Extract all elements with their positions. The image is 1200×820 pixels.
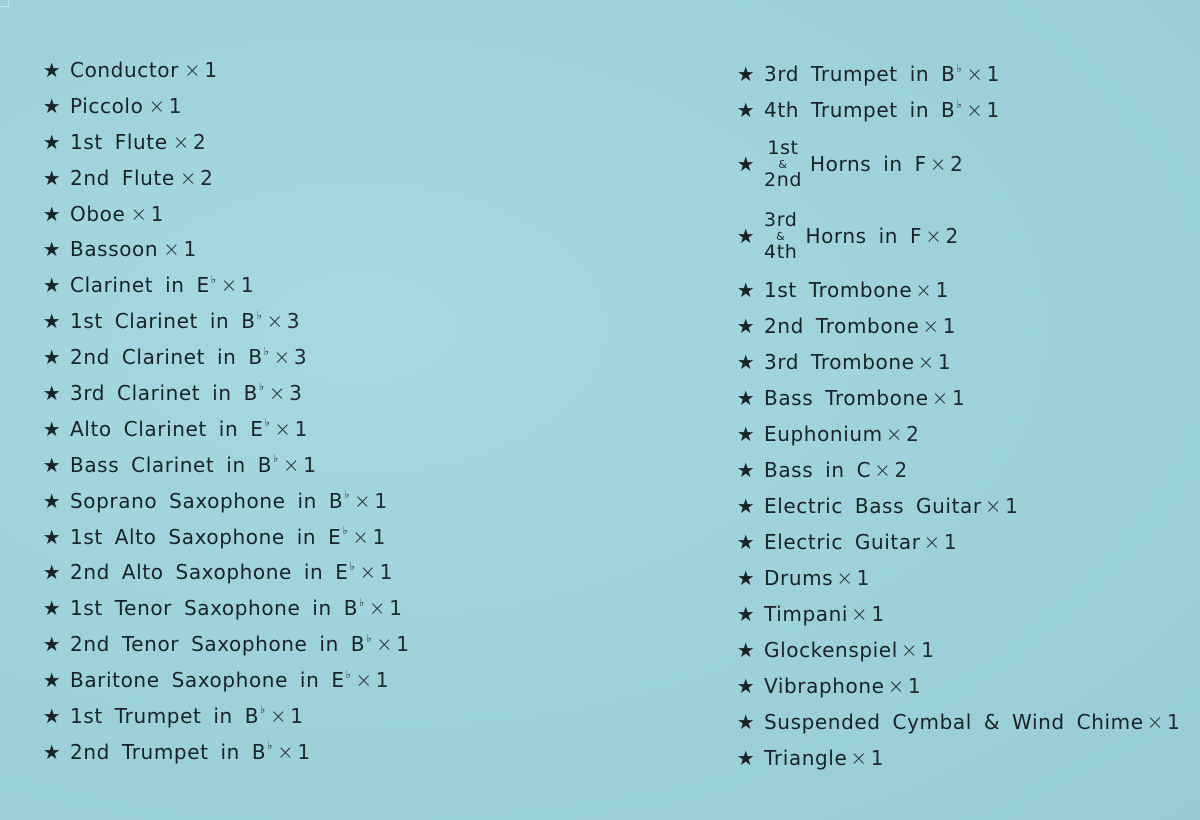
list-item — [736, 560, 1180, 596]
times-sign: × — [163, 237, 181, 262]
instrument-name: 1st Flute — [70, 129, 168, 154]
list-item — [42, 303, 410, 339]
star-icon: ★ — [42, 524, 62, 549]
flat-sign: ♭ — [345, 667, 352, 681]
flat-sign: ♭ — [264, 416, 271, 430]
list-item — [42, 662, 410, 698]
horn-part-top: 1st — [767, 136, 799, 159]
instrument-name: 2nd Trombone — [764, 314, 920, 338]
list-item — [42, 411, 410, 447]
times-sign: × — [922, 314, 940, 338]
star-icon: ★ — [42, 345, 62, 370]
part-count: 1 — [871, 602, 885, 626]
star-icon: ★ — [736, 530, 756, 554]
instrument-name: 3rd Trumpet in B — [764, 62, 956, 86]
list-item — [736, 200, 1180, 272]
list-item — [736, 632, 1180, 668]
star-icon: ★ — [42, 668, 62, 693]
part-count: 1 — [856, 566, 870, 590]
times-sign: × — [273, 345, 291, 370]
list-item — [736, 128, 1180, 200]
instrument-name: Suspended Cymbal & Wind Chime — [764, 710, 1144, 734]
instrument-name: Drums — [764, 566, 834, 590]
flat-sign: ♭ — [956, 97, 963, 111]
part-count: 1 — [870, 746, 885, 770]
times-sign: × — [269, 703, 288, 728]
instrument-name: 1st Clarinet in B — [70, 309, 256, 334]
times-sign: × — [274, 416, 292, 441]
instrument-name: 1st Trumpet in B — [70, 703, 260, 728]
instrument-name: 2nd Trumpet in B — [70, 739, 267, 764]
star-icon: ★ — [736, 494, 756, 518]
part-count: 1 — [183, 237, 197, 262]
ampersand: & — [776, 229, 786, 243]
list-item — [42, 160, 410, 196]
times-sign: × — [851, 602, 869, 626]
list-item — [42, 375, 410, 411]
times-sign: × — [917, 350, 935, 374]
list-item — [42, 339, 410, 375]
instrument-name: 2nd Alto Saxophone in E — [70, 560, 349, 585]
flat-sign: ♭ — [256, 308, 263, 322]
instrument-name: Bass Trombone — [764, 386, 929, 410]
corner-mark — [0, 0, 9, 7]
star-icon: ★ — [42, 560, 62, 585]
star-icon: ★ — [736, 224, 756, 248]
times-sign: × — [966, 98, 984, 122]
flat-sign: ♭ — [210, 272, 217, 286]
list-item — [736, 704, 1180, 740]
times-sign: × — [966, 62, 984, 86]
part-count: 1 — [943, 530, 958, 554]
part-count: 2 — [950, 152, 964, 176]
times-sign: × — [375, 632, 394, 657]
instrument-name: Conductor — [70, 57, 179, 82]
list-item — [42, 626, 410, 662]
times-sign: × — [929, 152, 948, 176]
star-icon: ★ — [42, 703, 62, 728]
horn-part-bottom: 4th — [764, 240, 798, 263]
instrument-name: Alto Clarinet in E — [70, 416, 264, 441]
star-icon: ★ — [42, 165, 62, 190]
part-count: 1 — [150, 201, 165, 226]
list-item — [42, 554, 410, 590]
star-icon: ★ — [736, 350, 756, 374]
part-count: 1 — [1005, 494, 1019, 518]
instrument-name: Electric Bass Guitar — [764, 494, 982, 518]
list-item — [42, 519, 410, 555]
star-icon: ★ — [42, 452, 62, 477]
times-sign: × — [915, 278, 933, 302]
part-count: 1 — [240, 273, 255, 298]
part-count: 1 — [389, 596, 403, 621]
flat-sign: ♭ — [267, 739, 274, 753]
flat-sign: ♭ — [260, 703, 266, 717]
star-icon: ★ — [736, 278, 756, 302]
instrument-name: 2nd Clarinet in B — [70, 345, 263, 370]
flat-sign: ♭ — [344, 488, 351, 502]
star-icon: ★ — [42, 596, 62, 621]
times-sign: × — [850, 746, 868, 770]
times-sign: × — [130, 201, 148, 226]
part-count: 1 — [986, 98, 1000, 122]
list-item — [736, 452, 1180, 488]
times-sign: × — [268, 380, 287, 405]
part-count: 1 — [303, 452, 317, 477]
instrument-name: Soprano Saxophone in B — [70, 488, 344, 513]
list-item — [42, 124, 410, 160]
star-icon: ★ — [42, 416, 62, 441]
times-sign: × — [368, 596, 387, 621]
instrument-name: Glockenspiel — [764, 638, 898, 662]
list-item — [736, 56, 1180, 92]
star-icon: ★ — [736, 422, 756, 446]
times-sign: × — [266, 309, 284, 334]
times-sign: × — [925, 224, 943, 248]
flat-sign: ♭ — [349, 559, 356, 573]
flat-sign: ♭ — [956, 61, 963, 75]
star-icon: ★ — [42, 129, 62, 154]
part-count: 1 — [942, 314, 957, 338]
times-sign: × — [352, 524, 370, 549]
instrument-name: Bass Clarinet in B — [70, 452, 273, 477]
instrument-name: Electric Guitar — [764, 530, 921, 554]
star-icon: ★ — [736, 314, 756, 338]
horn-parts-stack — [764, 136, 802, 191]
part-count: 3 — [293, 345, 308, 370]
star-icon: ★ — [42, 488, 62, 513]
instrument-name: 1st Tenor Saxophone in B — [70, 596, 359, 621]
instrument-name: Oboe — [70, 201, 126, 226]
list-item — [42, 88, 410, 124]
part-count: 2 — [945, 224, 959, 248]
star-icon: ★ — [42, 632, 62, 657]
list-item — [736, 740, 1180, 776]
times-sign: × — [887, 674, 905, 698]
times-sign: × — [183, 57, 202, 82]
times-sign: × — [885, 422, 904, 446]
part-count: 1 — [294, 416, 308, 441]
instrument-name: Timpani — [764, 602, 849, 626]
star-icon: ★ — [42, 739, 62, 764]
ampersand: & — [778, 157, 788, 171]
instrument-name: Horns in F — [810, 152, 927, 176]
list-item — [736, 416, 1180, 452]
list-item — [42, 590, 410, 626]
times-sign: × — [220, 273, 238, 298]
list-item — [42, 483, 410, 519]
star-icon: ★ — [736, 566, 756, 590]
times-sign: × — [277, 739, 295, 764]
list-item — [736, 668, 1180, 704]
list-item — [42, 698, 410, 734]
instrument-name: 2nd Flute — [70, 165, 175, 190]
list-item — [42, 52, 410, 88]
part-count: 1 — [935, 278, 949, 302]
star-icon: ★ — [42, 93, 62, 118]
list-item — [42, 447, 410, 483]
list-item — [736, 524, 1180, 560]
instrument-name: 1st Alto Saxophone in E — [70, 524, 342, 549]
times-sign: × — [148, 93, 166, 118]
star-icon: ★ — [736, 710, 756, 734]
times-sign: × — [874, 458, 892, 482]
star-icon: ★ — [736, 62, 756, 86]
list-item — [42, 196, 410, 232]
times-sign: × — [931, 386, 950, 410]
list-item — [736, 92, 1180, 128]
part-count: 1 — [952, 386, 966, 410]
part-count: 1 — [297, 739, 311, 764]
part-count: 1 — [396, 632, 410, 657]
instrument-name: Horns in F — [805, 224, 923, 248]
part-count: 1 — [374, 488, 388, 513]
part-count: 1 — [372, 524, 386, 549]
part-count: 1 — [168, 93, 183, 118]
times-sign: × — [179, 165, 198, 190]
instrument-list-left — [42, 52, 410, 770]
horn-part-bottom: 2nd — [764, 168, 802, 191]
star-icon: ★ — [42, 57, 62, 82]
star-icon: ★ — [736, 386, 756, 410]
list-item — [42, 267, 410, 303]
part-count: 1 — [204, 57, 218, 82]
list-item — [736, 272, 1180, 308]
list-item — [42, 734, 410, 770]
part-count: 1 — [290, 703, 304, 728]
instrument-list-right — [736, 56, 1180, 776]
star-icon: ★ — [736, 152, 756, 176]
times-sign: × — [836, 566, 854, 590]
list-item — [736, 308, 1180, 344]
instrument-name: Clarinet in E — [70, 273, 210, 298]
instrument-name: Triangle — [764, 746, 848, 770]
instrument-name: 4th Trumpet in B — [764, 98, 956, 122]
list-item — [736, 596, 1180, 632]
times-sign: × — [172, 129, 190, 154]
star-icon: ★ — [736, 602, 756, 626]
part-count: 2 — [906, 422, 920, 446]
part-count: 2 — [894, 458, 908, 482]
flat-sign: ♭ — [263, 344, 270, 358]
part-count: 1 — [921, 638, 935, 662]
instrument-name: 2nd Tenor Saxophone in B — [70, 632, 366, 657]
instrument-name: Bassoon — [70, 237, 159, 262]
part-count: 2 — [200, 165, 214, 190]
times-sign: × — [900, 638, 919, 662]
flat-sign: ♭ — [359, 595, 365, 609]
part-count: 1 — [937, 350, 952, 374]
star-icon: ★ — [736, 746, 756, 770]
flat-sign: ♭ — [258, 380, 265, 394]
instrument-name: 3rd Clarinet in B — [70, 380, 258, 405]
part-count: 1 — [1167, 710, 1181, 734]
horn-part-top: 3rd — [764, 208, 798, 231]
instrument-name: Euphonium — [764, 422, 883, 446]
instrument-name: Vibraphone — [764, 674, 885, 698]
part-count: 1 — [379, 560, 393, 585]
part-count: 1 — [907, 674, 922, 698]
times-sign: × — [359, 560, 377, 585]
times-sign: × — [984, 494, 1003, 518]
instrument-name: Piccolo — [70, 93, 144, 118]
part-count: 2 — [193, 129, 207, 154]
flat-sign: ♭ — [273, 452, 279, 466]
star-icon: ★ — [42, 380, 62, 405]
instrument-name: 1st Trombone — [764, 278, 913, 302]
part-count: 3 — [286, 309, 301, 334]
list-item — [736, 380, 1180, 416]
list-item — [736, 344, 1180, 380]
times-sign: × — [354, 488, 372, 513]
star-icon: ★ — [736, 674, 756, 698]
instrument-name: Bass in C — [764, 458, 872, 482]
times-sign: × — [355, 668, 373, 693]
star-icon: ★ — [736, 98, 756, 122]
part-count: 1 — [986, 62, 1000, 86]
star-icon: ★ — [42, 309, 62, 334]
times-sign: × — [1146, 710, 1164, 734]
star-icon: ★ — [736, 638, 756, 662]
star-icon: ★ — [42, 237, 62, 262]
instrument-name: Baritone Saxophone in E — [70, 668, 345, 693]
star-icon: ★ — [42, 273, 62, 298]
star-icon: ★ — [736, 458, 756, 482]
flat-sign: ♭ — [342, 524, 349, 538]
times-sign: × — [282, 452, 301, 477]
instrument-name: 3rd Trombone — [764, 350, 915, 374]
part-count: 3 — [289, 380, 303, 405]
horn-parts-stack — [764, 208, 798, 263]
list-item — [42, 231, 410, 267]
part-count: 1 — [375, 668, 390, 693]
times-sign: × — [923, 530, 941, 554]
list-item — [736, 488, 1180, 524]
flat-sign: ♭ — [366, 631, 372, 645]
star-icon: ★ — [42, 201, 62, 226]
